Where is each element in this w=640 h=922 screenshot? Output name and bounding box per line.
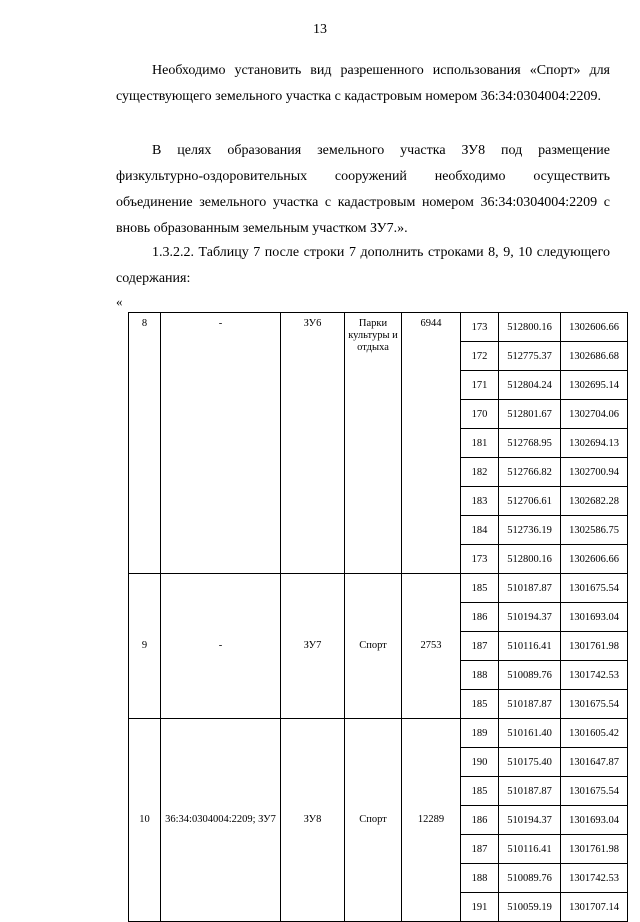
point-number-cell: 187 bbox=[461, 632, 499, 661]
coordinates-table bbox=[128, 312, 628, 922]
point-number-cell: 188 bbox=[461, 661, 499, 690]
y-coordinate-cell: 1301675.54 bbox=[561, 574, 628, 603]
x-coordinate-cell: 510116.41 bbox=[499, 835, 561, 864]
x-coordinate-cell: 510194.37 bbox=[499, 603, 561, 632]
row-number-cell: 8 bbox=[129, 313, 161, 574]
point-number-cell: 172 bbox=[461, 342, 499, 371]
paragraph-2-block bbox=[116, 138, 610, 242]
x-coordinate-cell: 512800.16 bbox=[499, 313, 561, 342]
y-coordinate-cell: 1301693.04 bbox=[561, 603, 628, 632]
point-number-cell: 187 bbox=[461, 835, 499, 864]
source-parcel-cell: 36:34:0304004:2209; ЗУ7 bbox=[161, 719, 281, 922]
point-number-cell: 189 bbox=[461, 719, 499, 748]
y-coordinate-cell: 1301707.14 bbox=[561, 893, 628, 922]
x-coordinate-cell: 512768.95 bbox=[499, 429, 561, 458]
point-number-cell: 171 bbox=[461, 371, 499, 400]
parcel-id-cell: ЗУ8 bbox=[281, 719, 345, 922]
point-number-cell: 188 bbox=[461, 864, 499, 893]
y-coordinate-cell: 1301742.53 bbox=[561, 661, 628, 690]
y-coordinate-cell: 1302682.28 bbox=[561, 487, 628, 516]
x-coordinate-cell: 510089.76 bbox=[499, 864, 561, 893]
y-coordinate-cell: 1302704.06 bbox=[561, 400, 628, 429]
table-row bbox=[129, 574, 628, 603]
point-number-cell: 173 bbox=[461, 545, 499, 574]
y-coordinate-cell: 1302695.14 bbox=[561, 371, 628, 400]
x-coordinate-cell: 510194.37 bbox=[499, 806, 561, 835]
y-coordinate-cell: 1301693.04 bbox=[561, 806, 628, 835]
x-coordinate-cell: 510187.87 bbox=[499, 574, 561, 603]
y-coordinate-cell: 1302606.66 bbox=[561, 545, 628, 574]
area-cell: 2753 bbox=[402, 574, 461, 719]
paragraph-3: 1.3.2.2. Таблицу 7 после строки 7 дополнить строками 8, 9, 10 следующего содержания: bbox=[116, 245, 610, 286]
x-coordinate-cell: 510089.76 bbox=[499, 661, 561, 690]
point-number-cell: 185 bbox=[461, 777, 499, 806]
point-number-cell: 183 bbox=[461, 487, 499, 516]
x-coordinate-cell: 510059.19 bbox=[499, 893, 561, 922]
y-coordinate-cell: 1301675.54 bbox=[561, 777, 628, 806]
area-cell: 12289 bbox=[402, 719, 461, 922]
source-parcel-cell: - bbox=[161, 313, 281, 574]
opening-quote-mark: « bbox=[116, 294, 123, 309]
y-coordinate-cell: 1302586.75 bbox=[561, 516, 628, 545]
x-coordinate-cell: 512800.16 bbox=[499, 545, 561, 574]
x-coordinate-cell: 510175.40 bbox=[499, 748, 561, 777]
permitted-use-cell: Спорт bbox=[345, 719, 402, 922]
parcel-id-cell: ЗУ6 bbox=[281, 313, 345, 574]
point-number-cell: 184 bbox=[461, 516, 499, 545]
paragraph-1: Необходимо установить вид разрешенного использования «Спорт» для существующего земельного участка с кадастровым номером 36:34:0304004:2209. bbox=[116, 63, 610, 104]
parcel-id-cell: ЗУ7 bbox=[281, 574, 345, 719]
table-row bbox=[129, 313, 628, 342]
permitted-use-cell: Парки культуры и отдыха bbox=[345, 313, 402, 574]
x-coordinate-cell: 510116.41 bbox=[499, 632, 561, 661]
point-number-cell: 186 bbox=[461, 603, 499, 632]
y-coordinate-cell: 1301605.42 bbox=[561, 719, 628, 748]
paragraph-1-block bbox=[116, 58, 610, 110]
x-coordinate-cell: 512736.19 bbox=[499, 516, 561, 545]
point-number-cell: 191 bbox=[461, 893, 499, 922]
y-coordinate-cell: 1301675.54 bbox=[561, 690, 628, 719]
y-coordinate-cell: 1301742.53 bbox=[561, 864, 628, 893]
point-number-cell: 185 bbox=[461, 690, 499, 719]
point-number-cell: 181 bbox=[461, 429, 499, 458]
x-coordinate-cell: 512801.67 bbox=[499, 400, 561, 429]
y-coordinate-cell: 1301647.87 bbox=[561, 748, 628, 777]
x-coordinate-cell: 510187.87 bbox=[499, 690, 561, 719]
point-number-cell: 173 bbox=[461, 313, 499, 342]
point-number-cell: 190 bbox=[461, 748, 499, 777]
x-coordinate-cell: 512766.82 bbox=[499, 458, 561, 487]
point-number-cell: 186 bbox=[461, 806, 499, 835]
table-row bbox=[129, 719, 628, 748]
area-cell: 6944 bbox=[402, 313, 461, 574]
row-number-cell: 10 bbox=[129, 719, 161, 922]
y-coordinate-cell: 1302700.94 bbox=[561, 458, 628, 487]
y-coordinate-cell: 1301761.98 bbox=[561, 835, 628, 864]
source-parcel-cell: - bbox=[161, 574, 281, 719]
row-number-cell: 9 bbox=[129, 574, 161, 719]
page-number: 13 bbox=[313, 22, 327, 37]
y-coordinate-cell: 1302606.66 bbox=[561, 313, 628, 342]
y-coordinate-cell: 1301761.98 bbox=[561, 632, 628, 661]
permitted-use-cell: Спорт bbox=[345, 574, 402, 719]
x-coordinate-cell: 512804.24 bbox=[499, 371, 561, 400]
point-number-cell: 170 bbox=[461, 400, 499, 429]
point-number-cell: 182 bbox=[461, 458, 499, 487]
point-number-cell: 185 bbox=[461, 574, 499, 603]
x-coordinate-cell: 510187.87 bbox=[499, 777, 561, 806]
paragraph-3-block bbox=[116, 240, 610, 292]
x-coordinate-cell: 512775.37 bbox=[499, 342, 561, 371]
y-coordinate-cell: 1302686.68 bbox=[561, 342, 628, 371]
y-coordinate-cell: 1302694.13 bbox=[561, 429, 628, 458]
x-coordinate-cell: 510161.40 bbox=[499, 719, 561, 748]
paragraph-2: В целях образования земельного участка ЗУ8 под размещение физкультурно-оздоровительных сооружений необходимо осуществить объединение земельного участка с кадастровым номером 36:34:0304004:2209 с вновь образованным земельным участком ЗУ7.». bbox=[116, 143, 610, 236]
x-coordinate-cell: 512706.61 bbox=[499, 487, 561, 516]
